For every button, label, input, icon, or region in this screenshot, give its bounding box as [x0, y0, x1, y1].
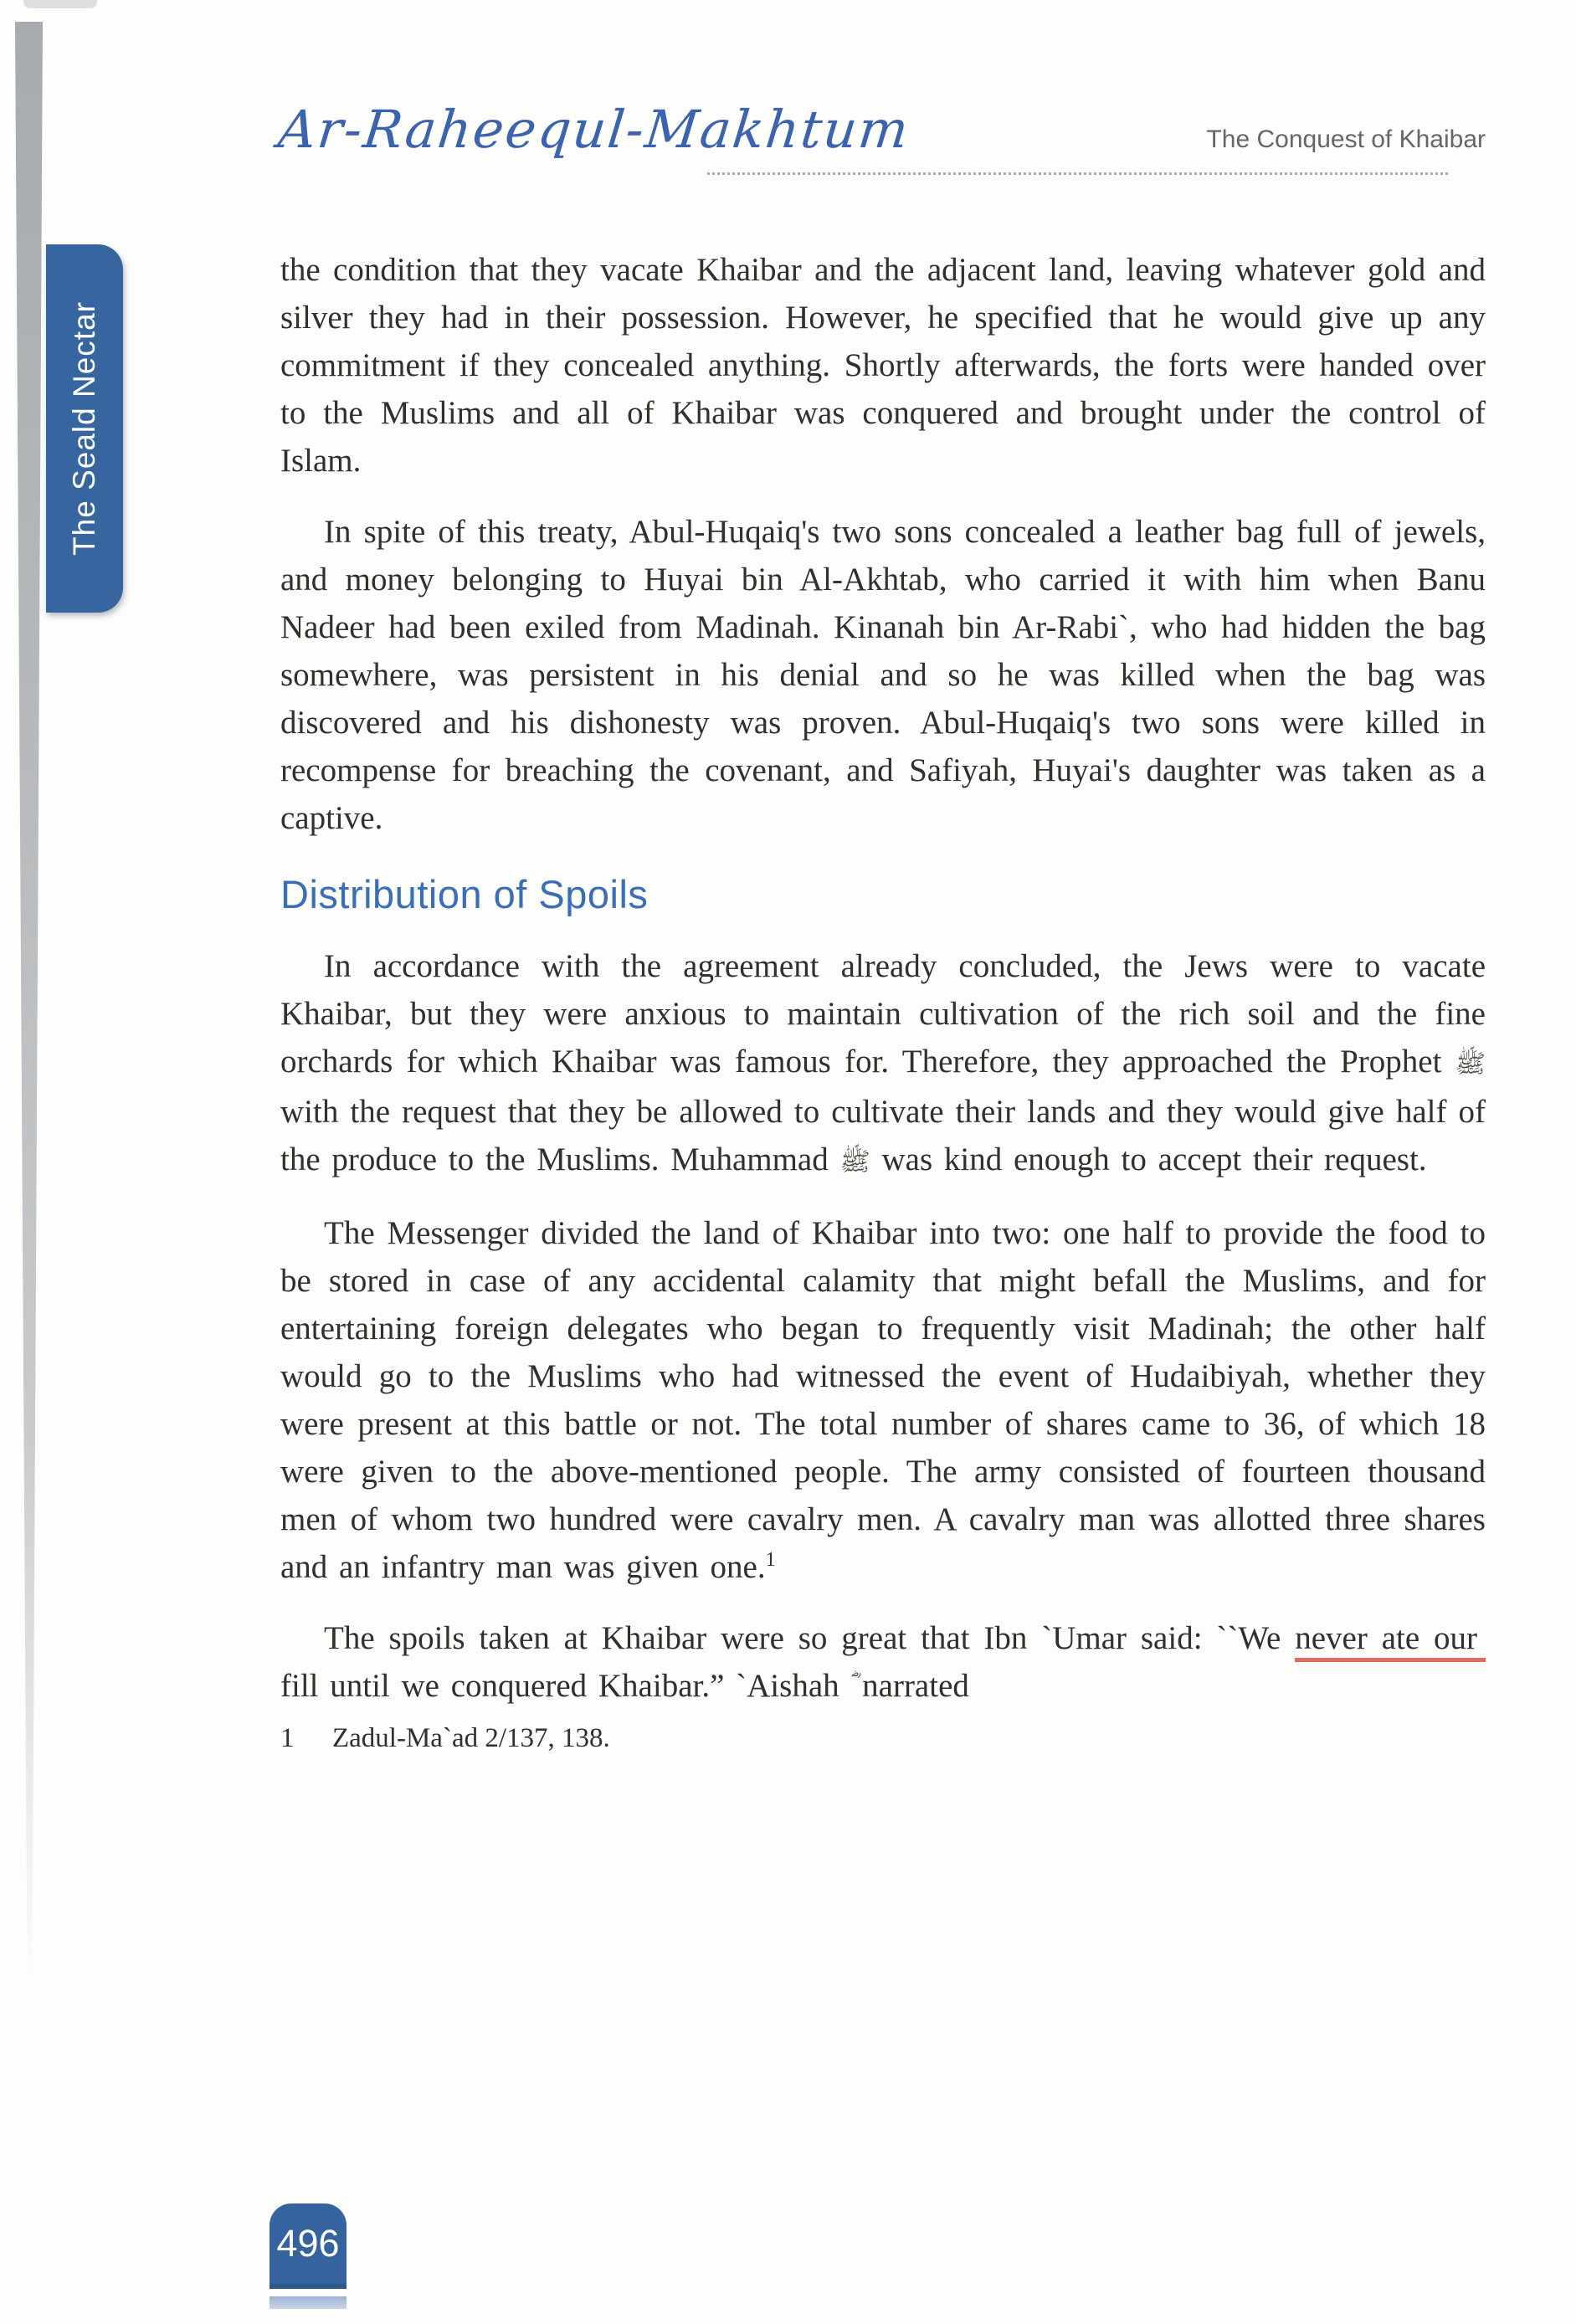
scan-edge-artifact [15, 22, 43, 1980]
paragraph-3-text-b: with the request that they be allowed to cultivate their lands and they would give half of the produce to the Muslims. Muhammad [280, 1094, 1486, 1178]
page-number-badge [270, 2203, 347, 2289]
paragraph-5-text-c: narrated [862, 1668, 969, 1705]
scan-corner-smudge [23, 0, 97, 8]
paragraph-3-text-a: In accordance with the agreement already concluded, the Jews were to vacate Khaibar, but they were anxious to maintain cultivation of the rich soil and the fine orchards for which Khaibar was famous for. Therefore, they approached the Prophet [280, 948, 1486, 1080]
paragraph-4 [280, 1209, 1486, 1591]
paragraph-1-text: the condition that they vacate Khaibar and the adjacent land, leaving whatever gold and silver they had in their possession. However, he specified that he would give up any commitment if they concealed anything. Shortly afterwards, the forts were handed over to the Muslims and all of Khaibar was conquered and brought under the control of Islam. [280, 252, 1486, 479]
footnote-text: Zadul-Ma`ad 2/137, 138. [332, 1723, 610, 1754]
paragraph-5 [280, 1614, 1486, 1711]
pbuh-symbol-1: ﷺ [1455, 1049, 1486, 1080]
paragraph-5-text-b: fill until we conquered Khaibar.” `Aishah [280, 1668, 839, 1705]
footnote-number: 1 [280, 1723, 295, 1754]
footnote [280, 1720, 1486, 1757]
pbuh-symbol-2: ﷺ [839, 1147, 870, 1177]
book-title-calligraphy: Ar-Raheequl-Makhtum [275, 99, 913, 160]
sidebar-tab-label: The Seald Nectar [67, 301, 101, 556]
paragraph-2 [280, 508, 1486, 842]
sidebar-tab-the-sealed-nectar [46, 244, 123, 613]
paragraph-3 [280, 942, 1486, 1186]
paragraph-2-text: In spite of this treaty, Abul-Huqaiq's two sons concealed a leather bag full of jewels, and money belonging to Huyai bin Al-Akhtab, who carried it with him when Banu Nadeer had been exiled from Madinah. Kinanah bin Ar-Rabi`, who had hidden the bag somewhere, was persistent in his denial and so he was killed when the bag was discovered and his dishonesty was proven. Abul-Huqaiq's two sons were killed in recompense for breaching the covenant, and Safiyah, Huyai's daughter was taken as a captive. [280, 514, 1486, 836]
page-text-block [280, 246, 1486, 1757]
paragraph-3-text-c: was kind enough to accept their request. [881, 1141, 1427, 1178]
chapter-title: The Conquest of Khaibar [1206, 126, 1486, 153]
footnote-reference-marker: 1 [765, 1549, 776, 1572]
section-heading-distribution-of-spoils: Distribution of Spoils [280, 872, 649, 916]
paragraph-5-text-a: The spoils taken at Khaibar were so great that Ibn `Umar said: ``We [324, 1620, 1281, 1657]
paragraph-1 [280, 246, 1486, 485]
paragraph-5-underlined-text: never ate our [1295, 1620, 1486, 1662]
header-dotted-rule [707, 172, 1448, 175]
page-number: 496 [276, 2222, 340, 2265]
page-number-badge-reflection [270, 2296, 347, 2309]
paragraph-4-text: The Messenger divided the land of Khaibar into two: one half to provide the food to be stored in case of any accidental calamity that might befall the Muslims, and for entertaining foreign delegates who began to frequently visit Madinah; the other half would go to the Muslims who had witnessed the event of Hudaibiyah, whether they were present at this battle or not. The total number of shares came to 36, of which 18 were given to the above-mentioned people. The army consisted of fourteen thousand men of whom two hundred were cavalry men. A cavalry man was allotted three shares and an infantry man was given one. [280, 1215, 1486, 1586]
